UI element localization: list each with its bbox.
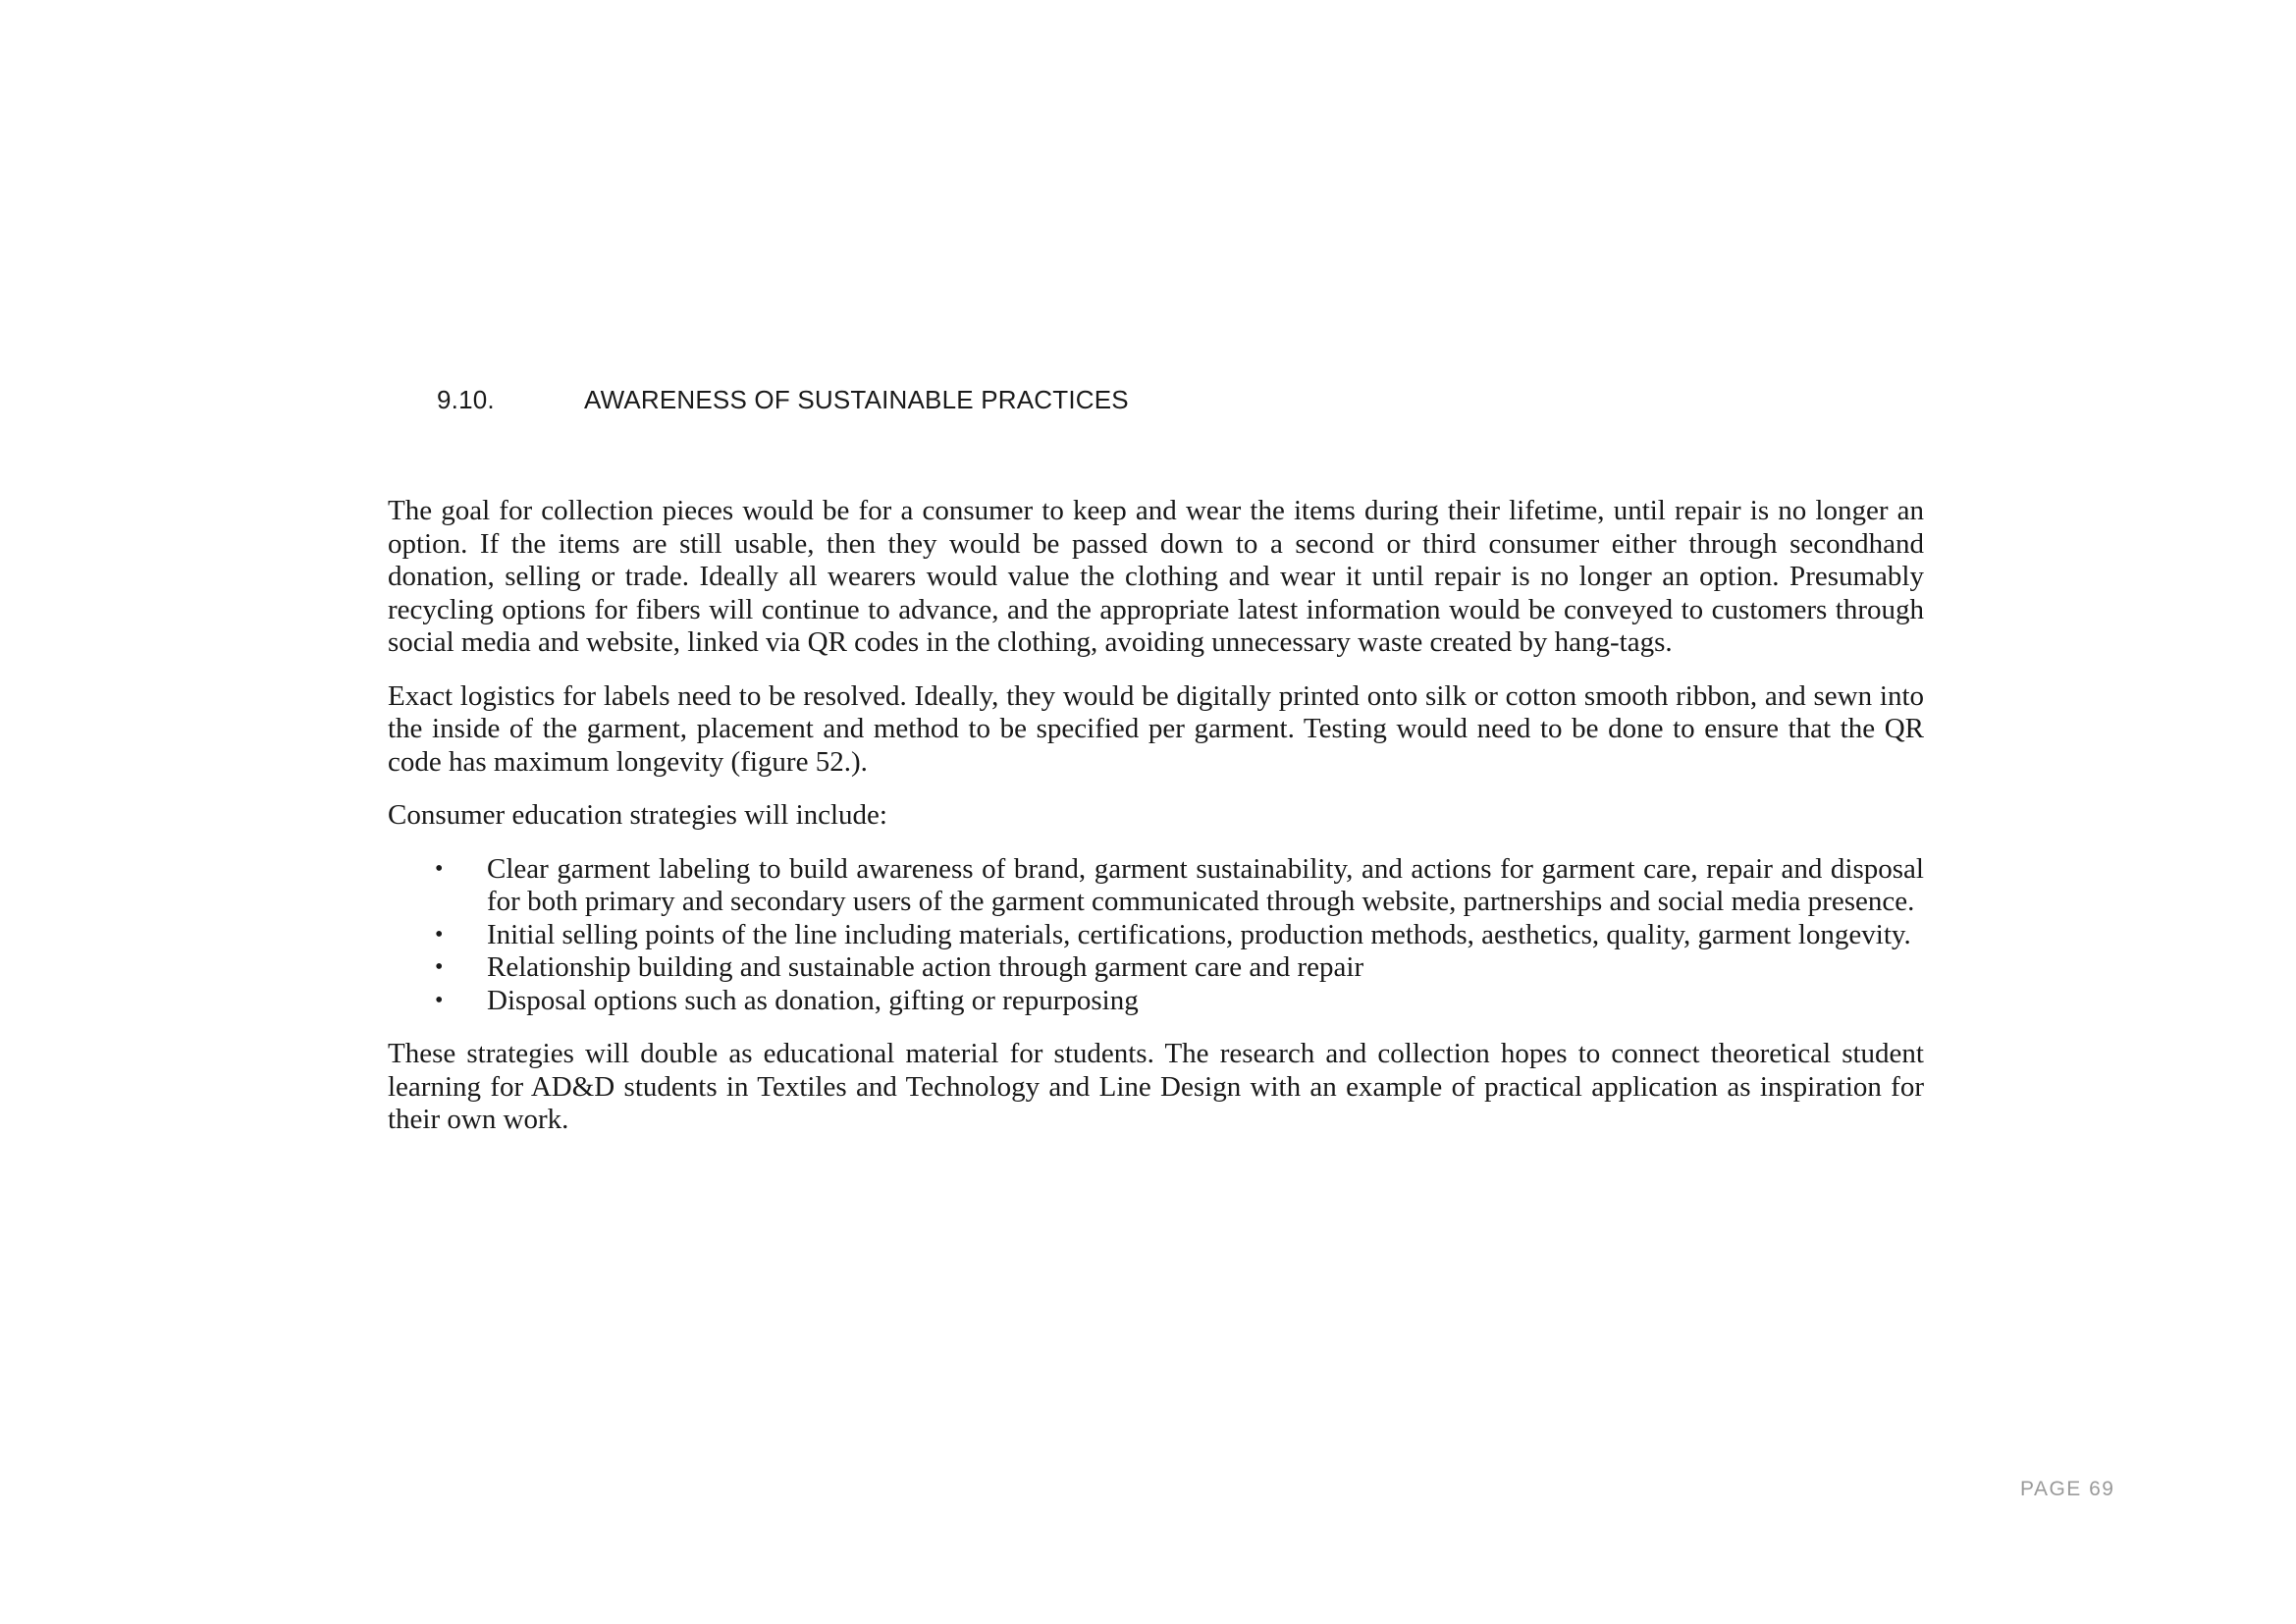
paragraph-goal: The goal for collection pieces would be for a consumer to keep and wear the items during their lifetime, until repair is no longer an option. If the items are still usable, then they would be passed down to a second or third consumer either through secondhand donation, selling or trade. Ideally all wearers would value the clothing and wear it until repair is no longer an option. Presumably recycling options for fibers will continue to advance, and the appropriate latest information would be conveyed to customers through social media and website, linked via QR codes in the clothing, avoiding unnecessary waste created by hang-tags. — [388, 495, 1924, 658]
paragraph-conclusion: These strategies will double as educational material for students. The research and collection hopes to connect theoretical student learning for AD&D students in Textiles and Technology and Line Design with an example of practical application as inspiration for their own work. — [388, 1038, 1924, 1135]
paragraph-labels: Exact logistics for labels need to be resolved. Ideally, they would be digitally printed onto silk or cotton smooth ribbon, and sewn into the inside of the garment, placement and method to be specified per garment. Testing would need to be done to ensure that the QR code has maximum longevity (figure 52.). — [388, 679, 1924, 778]
section-heading — [437, 385, 1129, 415]
list-item-text: Initial selling points of the line including materials, certifications, production methods, aesthetics, quality, garment longevity. — [487, 918, 1911, 950]
list-item — [388, 951, 1924, 985]
list-item — [388, 853, 1924, 919]
list-item — [388, 919, 1924, 952]
section-title: AWARENESS OF SUSTAINABLE PRACTICES — [584, 385, 1129, 414]
list-item-text: Relationship building and sustainable action through garment care and repair — [487, 951, 1364, 983]
body-text — [388, 495, 1924, 1158]
section-number: 9.10. — [437, 385, 495, 414]
paragraph-strategies-intro: Consumer education strategies will include: — [388, 799, 887, 831]
bullet-icon: • — [435, 855, 444, 882]
strategies-list — [388, 853, 1924, 1018]
bullet-icon: • — [435, 954, 444, 980]
bullet-icon: • — [435, 987, 444, 1013]
list-item — [388, 985, 1924, 1018]
list-item-text: Disposal options such as donation, gifting or repurposing — [487, 984, 1139, 1016]
page-number: PAGE 69 — [2020, 1478, 2115, 1500]
bullet-icon: • — [435, 921, 444, 947]
list-item-text: Clear garment labeling to build awareness of brand, garment sustainability, and actions for garment care, repair and disposal for both primary and secondary users of the garment communicated through website, partnerships and social media presence. — [487, 852, 1924, 917]
